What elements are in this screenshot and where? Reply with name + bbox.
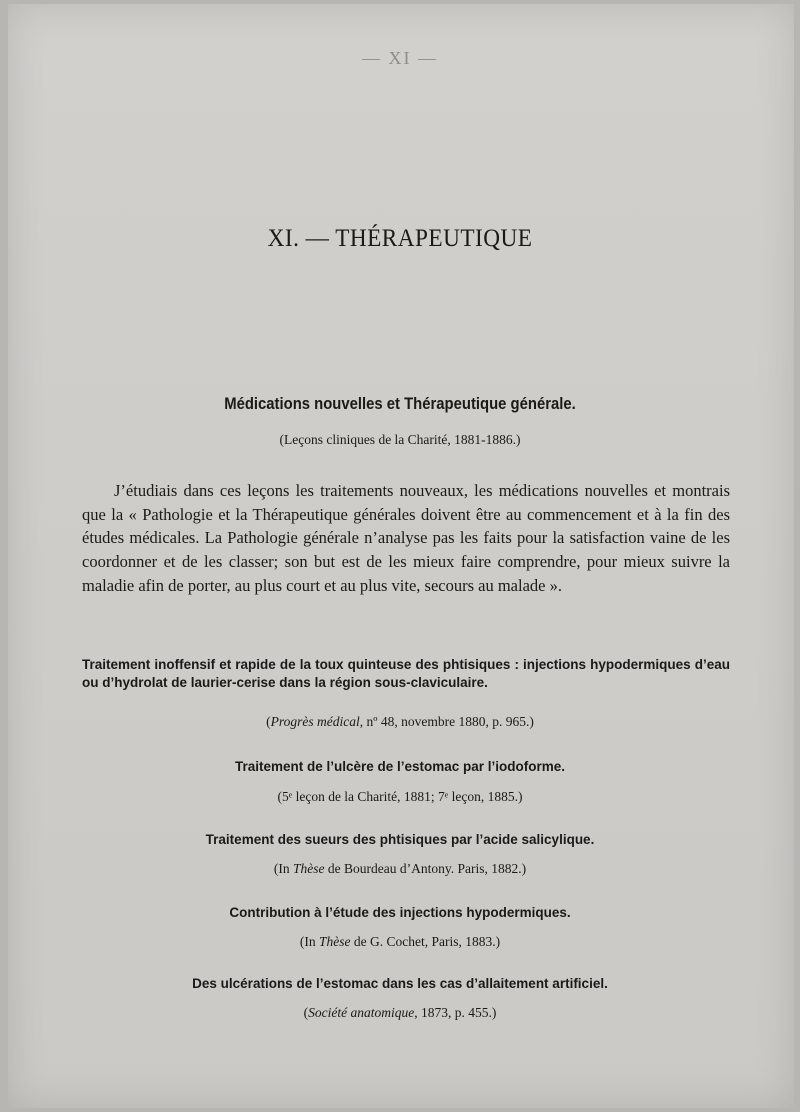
entry-citation-2: (5ᵉ leçon de la Charité, 1881; 7ᵉ leçon, 1885.) (277, 789, 523, 804)
section-title: Médications nouvelles et Thérapeutique générale. (224, 395, 576, 413)
chapter-title: XI. — THÉRAPEUTIQUE (267, 225, 533, 252)
section-citation: (Leçons cliniques de la Charité, 1881-1886.) (279, 432, 521, 447)
body-paragraph: J’étudiais dans ces leçons les traitements nouveaux, les médications nouvelles et montrais que la « Pathologie et la Thérapeutique générales doivent être au commencement et à la fin des études médicales. La Pathologie générale n’analyse pas les faits pour la satisfaction vaine de les coordonner et de les classer; son but est de les mieux faire comprendre, pour mieux suivre la maladie afin de porter, au plus court et au plus vite, secours au malade ». (82, 481, 730, 595)
entry-citation-3: (In Thèse de Bourdeau d’Antony. Paris, 1882.) (273, 861, 527, 876)
entry-citation-5: (Société anatomique, 1873, p. 455.) (303, 1005, 497, 1020)
entry-citation-4: (In Thèse de G. Cochet, Paris, 1883.) (299, 934, 501, 949)
entry-title-1: Traitement inoffensif et rapide de la toux quinteuse des phtisiques : injections hypodermiques d’eau ou d’hydrolat de laurier-cerise dans la région sous-claviculaire. (82, 657, 730, 690)
entry-citation-1: (Progrès médical, nº 48, novembre 1880, p. 965.) (266, 714, 534, 729)
entry-title-3: Traitement des sueurs des phtisiques par l’acide salicylique. (205, 832, 595, 847)
page-number-marker: — XI — (362, 48, 438, 68)
entry-title-2: Traitement de l’ulcère de l’estomac par l’iodoforme. (234, 759, 566, 774)
entry-title-4: Contribution à l’étude des injections hypodermiques. (229, 905, 571, 920)
entry-title-5: Des ulcérations de l’estomac dans les cas d’allaitement artificiel. (192, 976, 608, 991)
